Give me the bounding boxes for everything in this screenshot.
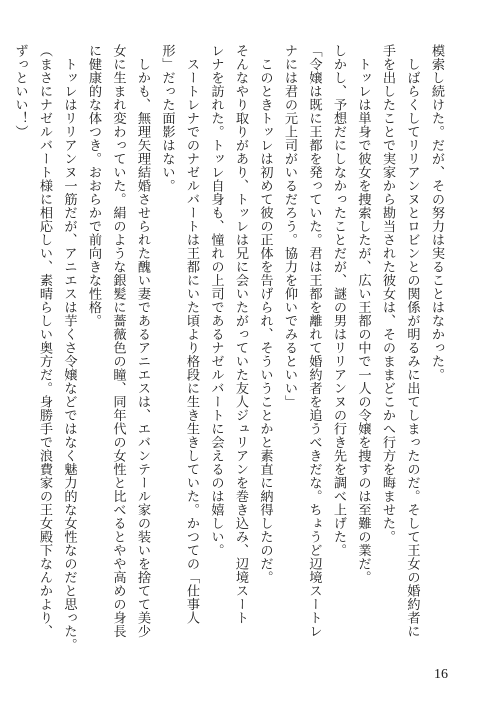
text-line: 「令嬢は既に王都を発っていた。君は王都を離れて婚約者を追うべきだな。ちょうど辺境スートレ bbox=[306, 44, 322, 638]
text-line: トッレは単身で彼女を捜索したが、広い王都の中で一人の令嬢を捜すのは至難の業だ。 bbox=[355, 44, 371, 584]
text-line: ナには君の元上司がいるだろう。協力を仰いでみるといい」 bbox=[282, 44, 297, 409]
page-number: 16 bbox=[434, 667, 448, 682]
text-line: スートレナでのナゼルバートは王都にいた頃より格段に生き生きしていた。かつての「仕事人 bbox=[184, 44, 199, 625]
text-line: に健康的な体つき。おおらかで前向きな性格。 bbox=[86, 44, 101, 328]
text-line: このときトッレは初めて彼の正体を告げられ、そういうことかと素直に納得したのだ。 bbox=[257, 44, 273, 584]
text-line: しかも、無理矢理結婚させられた醜い妻であるアニエスは、エバンテール家の装いを捨てて美少 bbox=[135, 44, 150, 638]
text-line: レナを訪れた。トッレ自身も、憧れの上司であるナゼルバートに会えるのは嬉しい。 bbox=[208, 44, 224, 557]
text-line: しばらくしてリリアンヌとロビンとの関係が明るみに出てしまったのだ。そして王女の婚約者に bbox=[404, 44, 420, 638]
text-line: 形」だった面影はない。 bbox=[159, 44, 175, 193]
text-line: 模索し続けた。だが、その努力は実ることはなかった。 bbox=[429, 44, 444, 382]
text-line: そんなやり取りがあり、トッレは兄に会いたがっていた友人ジュリアンを巻き込み、辺境スート bbox=[233, 44, 248, 625]
text-line: 女に生まれ変わっていた。絹のような銀髪に薔薇色の瞳、同年代の女性と比べるとやや高めの身長 bbox=[110, 44, 126, 638]
text-line: しかし、予想だにしなかったことだが、謎の男はリリアンヌの行き先を調べ上げた。 bbox=[331, 44, 346, 557]
text-line: （まさにナゼルバート様に相応しい、素晴らしい奥方だ。身勝手で浪費家の王女殿下なんかより、 bbox=[37, 44, 52, 638]
text-line: 手を出したことで実家から勘当された彼女は、そのままどこかへ行方を晦ませた。 bbox=[380, 44, 395, 544]
text-line: ずっといい！） bbox=[12, 44, 28, 139]
text-line: トッレはリリアンヌ一筋だが、アニエスは芋くさ令嬢などではなく魅力的な女性なのだと思った。 bbox=[61, 44, 77, 652]
vertical-text-body bbox=[12, 44, 448, 652]
